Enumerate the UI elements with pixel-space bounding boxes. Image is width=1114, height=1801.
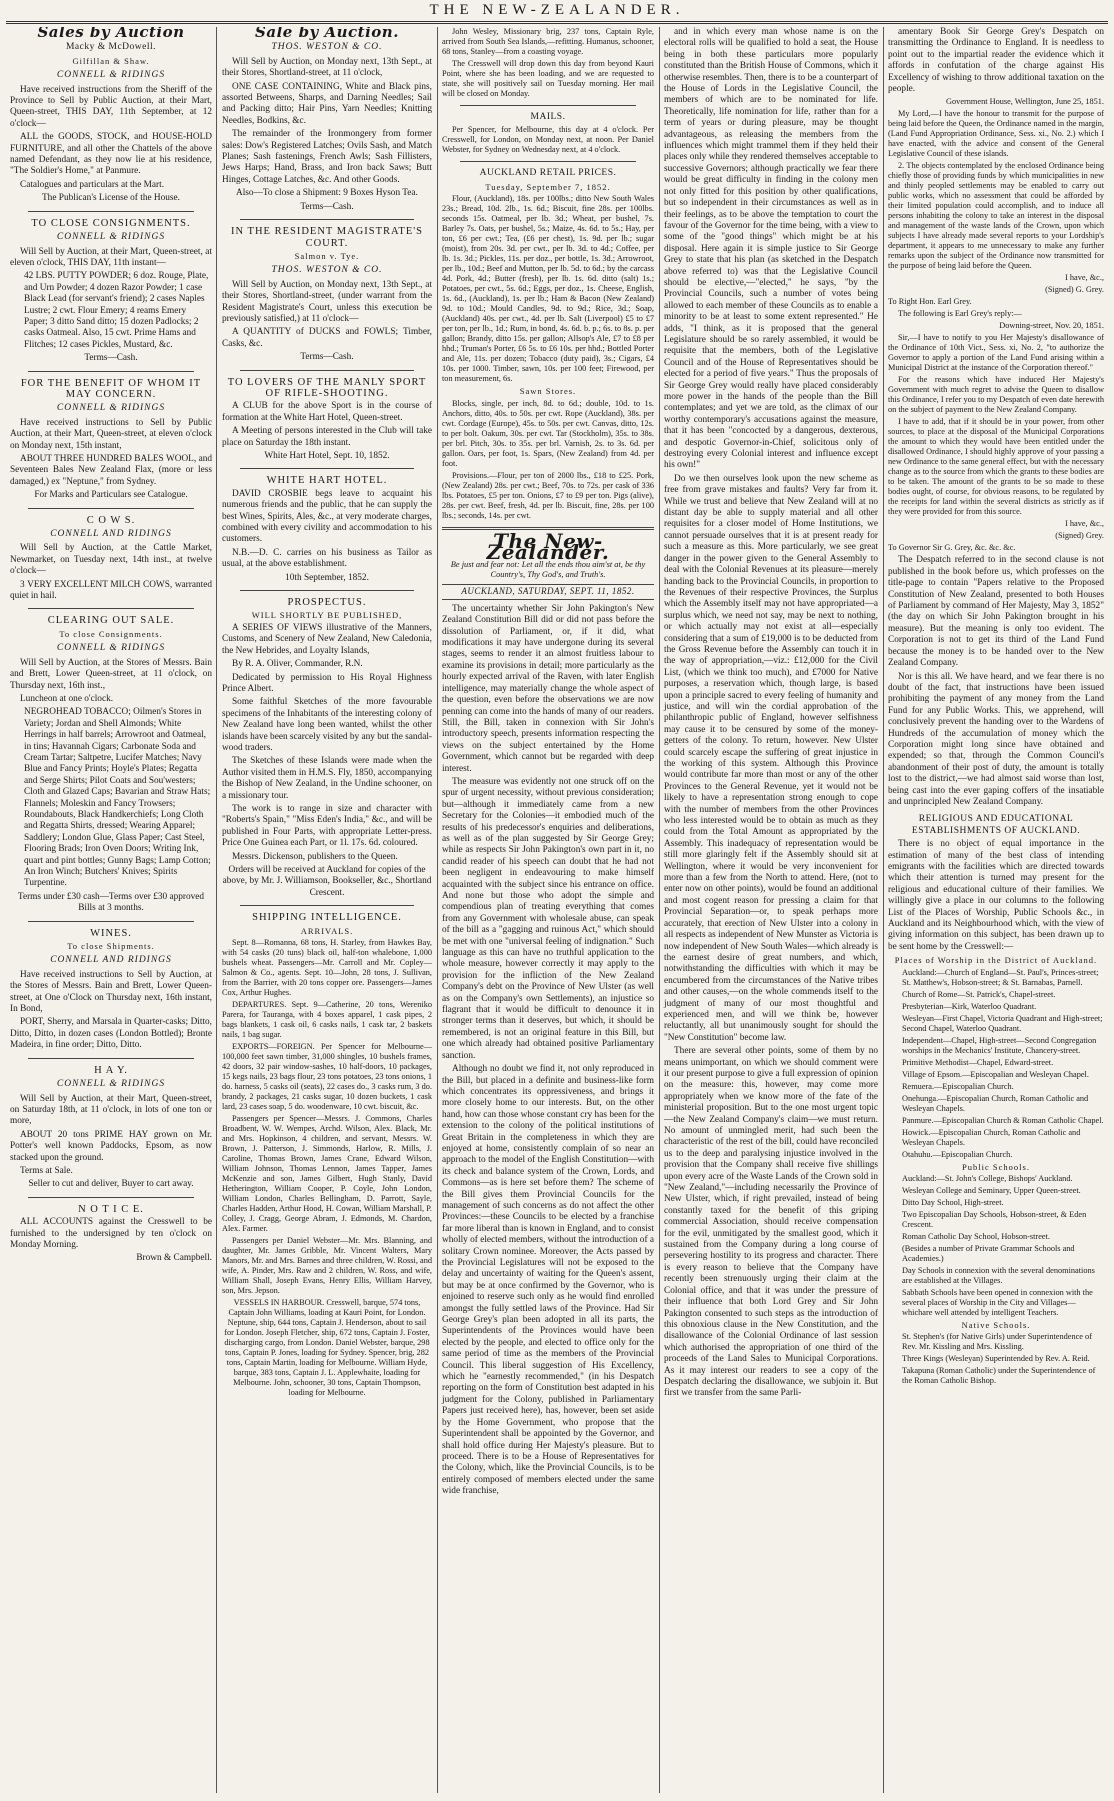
separator bbox=[28, 921, 194, 922]
ad-body: A Meeting of persons interested in the Club will take place on Saturday the 18th instant. bbox=[222, 426, 432, 448]
ad-body: Passengers per Daniel Webster—Mr. Mrs. Blanning, and daughter, Mr. James Gribble, Mr. Vincent Walters, Mary Manors, Mr. and Mrs. Barnes and three children, W. Rossi, and wife, A. Pinder, Mrs. Raw and 2 children, W. Ross, and wife, William Shall, Joseph Evans, Henry Ellis, William Harvey, son, Mrs. Jepson. bbox=[222, 1236, 432, 1296]
worship-item: Village of Epsom.—Episcopalian and Wesleyan Chapel. bbox=[902, 1069, 1089, 1079]
letter1-sign: (Signed) G. Grey. bbox=[1045, 285, 1104, 295]
letter-paragraph: 2. The objects contemplated by the enclosed Ordinance being chiefly those of providing funds by which municipalities in new and thinly peopled settlements may be enabled to carry out public works, which no assessment that could be afforded by their limited population could accomplish, and to induce all persons inhabiting the colony to take an interest in the disposal and management of the waste lands of the Crown, upon which subjects I have already made several reports to your Lordship's department, it appears to me unnecessary to make any further remarks upon the subject of the Ordinance now transmitted for the purpose of being laid before the Queen. bbox=[888, 161, 1104, 271]
letter2-heading: Downing-street, Nov. 20, 1851. bbox=[999, 321, 1104, 331]
ad-body: Will Sell by Auction, on Monday next, 13th Sept., at their Stores, Shortland-street, (under warrant from the Resident Magistrate's Court, unless this execution be previously satisfied,) at 11 o'clock— bbox=[222, 279, 432, 324]
ad-body: Dedicated by permission to His Royal Highness Prince Albert. bbox=[222, 672, 432, 694]
school-item: (Besides a number of Private Grammar Schools and Academies.) bbox=[902, 1244, 1075, 1264]
ad-body: ABOUT THREE HUNDRED BALES WOOL, and Seventeen Bales New Zealand Flax, (more or less damaged,) ex "Neptune," from Sydney. bbox=[10, 454, 212, 487]
ad-title: N O T I C E. bbox=[78, 1203, 144, 1215]
ad-body: A CLUB for the above Sport is in the course of formation at the White Hart Hotel, Queen-street. bbox=[222, 401, 432, 423]
ad-body: DAVID CROSBIE begs leave to acquaint his numerous friends and the public, that he can supply the best Wines, Spirits, Ales, &c., at very moderate charges, combined with every civility and accommodation to his customers. bbox=[222, 488, 432, 545]
advertisement bbox=[10, 378, 212, 502]
ad-title: TO LOVERS OF THE MANLY SPORT OF RIFLE-SHOOTING. bbox=[227, 376, 427, 399]
ad-footer: 10th September, 1852. bbox=[285, 572, 369, 583]
separator bbox=[240, 905, 414, 906]
ad-body: Will Sell by Auction, at their Mart, Queen-street, at eleven o'clock, THIS DAY, 11th instant— bbox=[10, 246, 212, 268]
ad-body: ABOUT 20 tons PRIME HAY grown on Mr. Potter's well known Paddocks, Epsom, as now stacked upon the ground. bbox=[10, 1129, 212, 1163]
worship-title: Places of Worship in the District of Auckland. bbox=[894, 955, 1098, 966]
worship-item: Presbyterian—Kirk, Waterloo Quadrant. bbox=[902, 1001, 1037, 1011]
prices-date: Tuesday, September 7, 1852. bbox=[485, 181, 611, 192]
ad-body: A SERIES OF VIEWS illustrative of the Manners, Customs, and Scenery of New Zealand, New Caledonia, the New Hebrides, and Loyalty Islands, bbox=[222, 622, 432, 656]
ad-body: Have received instructions to Sell by Public Auction, at their Mart, Queen-street, at eleven o'clock on Monday next, 15th instant, bbox=[10, 417, 212, 451]
prices-text: Flour, (Auckland), 18s. per 100lbs.; ditto New South Wales 23s.; Bread, 10d. 2lb., 1s. 6d.; Biscuit, fine 28s. per 100lbs. seconds 15s. Oatmeal, per lb. 3d.; Wheat, per bushel, 7s. Barley 7s. Oats, per bushel, 5s.; Maize, 4s. 6d. to 5s.; Hay, per ton, £6 per cwt.; Tea, (£6 per chest), 1s. 9d. per lb.; sugar (moist), from 20s. 3d. per cwt., per lb. 3d. to 4d.; Coffee, per lb. 1s. 3d.; Pickles, 11s. per doz., per bottle, 1s. 3d.; Arrowroot, per lb., 10d.; Beef and Mutton, per lb. 5d. to 6d.; by the carcass 4d. Pork, 4d.; Butter (fresh), per lb. 1s. 6d. ditto (salt) 1s.; Potatoes, per cwt., 5s. 6d.; Eggs, per doz., 1s. Cheese, English, 1s. 6d., (Auckland), 1s. per lb.; Ham & Bacon (New Zealand) 9d. to 10d.; Mould Candles, 9d. to 9d.; Rice, 3d.; Soap, (Auckland) 40s. per cwt., 4d. per lb. Salt (Liverpool) £5 to £7 per ton, per lb., 1d.; Rum, in bond, 4s. 6d. b. p.; 6s. to 8s. p. per gallon; Brandy, ditto 15s. per gallon; Allsop's Ale, £7 to £8 per hhd.; Truman's Porter, £6 5s. to £6 10s. per hhd.; Bottled Porter and Ale, 11s. per dozen; Tobacco (duty paid), 3s.; Cigars, £4 10s. per 1000. Timber, sawn, 10s. per 100 feet; Firewood, per ton measurement, 6s. bbox=[442, 194, 654, 384]
ad-body: DEPARTURES. Sept. 9—Catherine, 20 tons, Wereniko Parera, for Tauranga, with 4 boxes apparel, 1 cask pipes, 2 bags blankets, 1 cask oil, 6 casks nails, 1 cask tar, 2 baskets nails, 1 bag sugar. bbox=[222, 1000, 432, 1040]
advertisement bbox=[222, 377, 432, 463]
ad-signature: Brown & Campbell. bbox=[136, 1253, 212, 1264]
ad-body: By R. A. Oliver, Commander, R.N. bbox=[232, 659, 363, 670]
ad-body: N.B.—D. C. carries on his business as Tailor as usual, at the above establishment. bbox=[222, 547, 432, 570]
ad-body: Luncheon at one o'clock. bbox=[20, 693, 114, 704]
school-item: Roman Catholic Day School, Hobson-street. bbox=[902, 1232, 1050, 1242]
advertisement bbox=[222, 597, 432, 899]
masthead-rule bbox=[6, 21, 1108, 24]
separator bbox=[240, 590, 414, 591]
native-school-item: Takapuna (Roman Catholic) under the Superintendence of the Roman Catholic Bishop. bbox=[902, 1366, 1096, 1386]
worship-item: Remuera.—Episcopalian Church. bbox=[902, 1081, 1014, 1091]
separator bbox=[28, 211, 194, 212]
advertisement bbox=[222, 475, 432, 584]
letter2-sign: (Signed) Grey. bbox=[1055, 531, 1104, 541]
ad-subtitle: WILL SHORTLY BE PUBLISHED, bbox=[251, 610, 403, 621]
ad-auctioneer: THOS. WESTON & CO. bbox=[271, 265, 383, 276]
reply-intro: The following is Earl Grey's reply:— bbox=[898, 309, 1022, 319]
ad-body: ONE CASE CONTAINING, White and Black pins, assorted Betweens, Sharps, and Darning Needles; Sail and Packing ditto; Hair Pins, Yarn Needles; Knitting Needles, Bodkins, &c. bbox=[222, 81, 432, 126]
ad-body: Passengers per Spencer—Messrs. J. Commons, Charles Broadbent, W. W. Wempes, Archd. Wilson, Alex. Black, Mr. and Mrs. Hopkinson, 4 children, and servant, Messrs. W. Brown, J. Patterson, J. Simmonds, Harlow, R. Mills, J. Caroline, Thomas Brown, James Crane, Edward Wilson, William Johnson, Thomas Lennon, James Tapper, James McKenzie and son, James Gilbert, Hugh Stanly, David Hetherington, William Cooper, P. Coyle, John London, William London, Charles Bellingham, D. Parrott, Sayle, Charles Hadden, Arthur Hood, H. Cowan, William Marshall, P. Colley, J. Cragg, George Abram, J. Edmonds, M. Chardon, Alex. Farmer. bbox=[222, 1114, 432, 1234]
religious-intro: There is no object of equal importance in the estimation of many of the best class of intending emigrants with the facilities which are directed towards which their attention is turned may present for the religious and educational culture of their families. We willingly give a place in our columns to the following List of the Places of Worship, Public Schools &c., in Auckland and its Neighbourhood which, with the view of giving information on this subject, has been drawn up to be sent home by the Cresswell:— bbox=[888, 839, 1104, 952]
column-5 bbox=[884, 27, 1108, 1793]
advertisement bbox=[222, 226, 432, 363]
ad-body: Some faithful Sketches of the more favourable specimens of the Inhabitants of the interesting colony of New Zealand have long been wanted, whilst the other islands have been scarcely visited by any but the sandal-wood traders. bbox=[222, 697, 432, 753]
worship-item: Auckland:—Church of England—St. Paul's, Princes-street; St. Matthew's, Hobson-street; & St. Barnabas, Parnell. bbox=[902, 967, 1099, 987]
ad-body: Will Sell by Auction, at the Cattle Market, Newmarket, on Tuesday next, 14th inst., at twelve o'clock— bbox=[10, 543, 212, 577]
letter-paragraph: Sir,—I have to notify to you Her Majesty's disallowance of the Ordinance of 10th Vict., Sess. xi, No. 2, "to authorize the Governor to apply a portion of the Land Fund arising within a Municipal District at the instance of the Corporation thereof." bbox=[888, 333, 1104, 373]
ad-title: C O W S. bbox=[86, 514, 136, 526]
ad-title: CLEARING OUT SALE. bbox=[47, 615, 175, 627]
masthead: THE NEW-ZEALANDER. bbox=[429, 2, 685, 18]
advertisement bbox=[10, 218, 212, 365]
ad-body: Terms at Sale. bbox=[20, 1165, 73, 1176]
section-heading: Sale by Auction. bbox=[255, 27, 399, 41]
ad-body: Messrs. Dickenson, publishers to the Queen. bbox=[232, 851, 398, 862]
separator bbox=[240, 219, 414, 220]
ad-body: Will Sell by Auction, on Monday next, 13th Sept., at their Stores, Shortland-street, at 11 o'clock, bbox=[222, 56, 432, 79]
column-divider bbox=[216, 27, 217, 1793]
prices-title: AUCKLAND RETAIL PRICES. bbox=[479, 168, 617, 179]
separator bbox=[28, 508, 194, 509]
ad-body: Have received instructions to Sell by Auction, at the Stores of Messrs. Bain and Brett, Lower Queen-street, at One o'Clock on Thursday next, 16th instant, In Bond, bbox=[10, 969, 212, 1015]
school-item: Wesleyan College and Seminary, Upper Queen-street. bbox=[902, 1186, 1081, 1196]
separator bbox=[240, 468, 414, 469]
ad-body: The Sketches of these Islands were made when the Author visited them in H.M.S. Fly, 1850, accompanying the Bishop of New Zealand, in the Undine schooner, on a missionary tour. bbox=[222, 756, 432, 801]
ad-body: Have received instructions from the Sheriff of the Province to Sell by Public Auction, at their Mart, Queen-street, THIS DAY, 11th September, at 12 o'clock— bbox=[10, 84, 212, 129]
ad-subtitle: ARRIVALS. bbox=[300, 925, 354, 936]
advertisement bbox=[10, 1065, 212, 1191]
ad-body: 3 VERY EXCELLENT MILCH COWS, warranted quiet in hail. bbox=[10, 579, 212, 602]
ad-footer: For Marks and Particulars see Catalogue. bbox=[34, 490, 188, 501]
column-2 bbox=[218, 27, 436, 1793]
worship-item: Onehunga.—Episcopalian Church, Roman Catholic and Wesleyan Chapels. bbox=[902, 1093, 1089, 1113]
ad-title: H A Y. bbox=[94, 1064, 128, 1076]
ad-auctioneer-pre: Macky & McDowell. bbox=[65, 42, 157, 53]
column-1 bbox=[6, 27, 216, 1793]
ad-body: Catalogues and particulars at the Mart. bbox=[20, 179, 165, 190]
religious-title: RELIGIOUS AND EDUCATIONAL ESTABLISHMENTS OF AUCKLAND. bbox=[911, 814, 1081, 836]
ad-list: NEGROHEAD TOBACCO; Oilmen's Stores in Variety; Jordan and Shell Almonds; White Herrings in half barrels; Arrowroot and Oatmeal, in tins; Havannah Cigars; Carbonate Soda and Cream Tartar; Saltpetre, Lucifer Matches; Navy Blue and Fancy Prints; Hoyle's Plates; Regatta and Serge Shirts; Pilot Coats and Sou'westers; Cloth and Glazed Caps; Bavarian and Straw Hats; Flannels; Moleskin and Fancy Trowsers; Roundabouts, Black Handkerchiefs; Long Cloth and Regatta Shirts, dressed; Wearing Apparel; Saddlery; London Glue, Glass Paper; Cast Steel, Flooring Brads; Iron Oven Doors; Writing Ink, quart and pint bottles; Gunny Bags; Lamp Cotton; An Iron Winch; Butchers' Knives; Spirits Turpentine. bbox=[24, 707, 211, 889]
native-title: Native Schools. bbox=[961, 1320, 1031, 1331]
school-item: Auckland:—St. John's College, Bishops' Auckland. bbox=[902, 1174, 1073, 1184]
ad-title: FOR THE BENEFIT OF WHOM IT MAY CONCERN. bbox=[20, 377, 202, 400]
native-school-item: St. Stephen's (for Native Girls) under Superintendence of Rev. Mr. Kissling and Mrs. Kissling. bbox=[902, 1332, 1092, 1352]
ad-subtitle: To close Consignments. bbox=[59, 628, 163, 639]
schools-title: Public Schools. bbox=[962, 1161, 1030, 1172]
separator bbox=[460, 161, 636, 162]
ad-body: Will Sell by Auction, at their Mart, Queen-street, on Saturday 18th, at 11 o'clock, in lots of one ton or more, bbox=[10, 1093, 212, 1127]
native-school-item: Three Kings (Wesleyan) Superintended by Rev. A. Reid. bbox=[902, 1354, 1090, 1364]
school-item: Day Schools in connexion with the several denominations are established at the Villages. bbox=[902, 1266, 1095, 1286]
school-item: Sabbath Schools have been opened in connexion with the several places of Worship in the City and Villages—whichare well attended by intelligent Teachers. bbox=[902, 1288, 1093, 1318]
advertisement bbox=[10, 42, 212, 204]
cresswell-notice: The Cresswell will drop down this day from beyond Kauri Point, where she has been loading, and we are requested to state, she will positively sail on Tuesday morning. Her mail will be closed on Monday. bbox=[442, 59, 654, 98]
ad-footer: Orders will be received at Auckland for copies of the above, by Mr. J. Williamson, Bookseller, &c., Shortland Crescent. bbox=[222, 865, 432, 898]
editorial-paragraph: Do we then ourselves look upon the new scheme as free from grave mistakes and faults? Very far from it. While we trust and believe that New Zealand will at no distant day be able to supply material and all other requisites for a closer model of Home Institutions, we cannot persuade ourselves that it is at present ready for such a measure as this. More particularly, we see great danger in the power given to the General Assembly to deal with the Colonial Revenues at its pleasure—merely handing back to the Provincial Councils, in proportion to the Revenues of their respective Provinces, the Surplus which the Assembly itself may not have appropriated—a surplus which, we need not say, may be next to nothing, or which actually may not exist at all—especially considering that a sum of £19,000 is to be deducted from the Gross Revenue before the Assembly can touch it in the way of appropriation,—viz.: £12,000 for the Civil List, (which we think too much), and £7000 for Native purposes, a reservation which, though large, is based upon a principle sacred to every feeling of humanity and justice, and will win the cordial approbation of the philanthropic public of England, however selfishness may cause it to be censured by some of the money-getters of the colony. To return, however. New Ulster could scarcely escape the suffering of great injustice in the working of this system. Although this Province would contribute far more than most or any of the other Provinces to the General Revenue, yet it would not be likely to have a representation strong enough to cope with the number of members from the other Provinces who less interested would be to obtain as much as they could from the Total Amount as appropriated by the Assembly. This inadequacy of representation would be still more glaringly felt if the Assembly should sit at Wellington, where it would be very inconvenient for more than a few from the North to attend. Here, (not to enter now on other points), would be found an additional and most cogent reason for pressing a claim for that Provincial Separation—or, to speak perhaps more accurately, that erection of New Ulster into a colony in all respects as independent of New Munster as Victoria is now independent of New South Wales—which already is the earnest desire of great numbers, and which, notwithstanding the difficulties with which it may be encumbered from the circumstances of the Native tribes and other causes,—on the whole commends itself to the judgment of many of our most thoughtful and experienced men, and will we think be, however reluctantly, all but unanimously sought for should the "New Constitution" become law. bbox=[664, 473, 878, 1043]
ad-terms: Terms—Cash. bbox=[84, 353, 138, 364]
advertisement bbox=[10, 515, 212, 603]
ad-footer: White Hart Hotel, Sept. 10, 1852. bbox=[264, 451, 390, 461]
section-heading: Sales by Auction bbox=[37, 27, 185, 41]
ad-body: ALL ACCOUNTS against the Cresswell to be furnished to the undersigned by ten o'clock on Monday Morning. bbox=[10, 1217, 212, 1250]
separator bbox=[460, 105, 636, 106]
letter2-to: To Governor Sir G. Grey, &c. &c. &c. bbox=[888, 543, 1016, 553]
worship-item: Independent—Chapel, High-street—Second Congregation worships in the Mechanics' Institute, Chancery-street. bbox=[902, 1035, 1097, 1055]
ad-title: WHITE HART HOTEL. bbox=[266, 475, 388, 487]
ad-body: PORT, Sherry, and Marsala in Quarter-casks; Ditto, Ditto, Ditto, in dozen cases (London Bottled); Bronte Madeira, in fine order; Ditto, Ditto. bbox=[10, 1017, 212, 1051]
ad-body: Sept. 8—Romanna, 68 tons, H. Starley, from Hawkes Bay, with 54 casks (20 tuns) black oil, half-ton whalebone, 1,000 bushels wheat. Passengers—Mr. Carroll and Mr. Copley—Salmon & Co., agents. Sept. 10—John, 28 tons, J. Sullivan, from the Barrier, with 20 tons copper ore. Passengers—James Cox, Arthur Hughes. bbox=[222, 938, 432, 998]
ad-body: The work is to range in size and character with "Roberts's Spain," "Miss Eden's India," &c., and will be published in Four Parts, with appropriate Letter-press. Price One Guinea each Part, or 1l. 17s. 6d. coloured. bbox=[222, 803, 432, 849]
ad-body: ALL the GOODS, STOCK, and HOUSE-HOLD FURNITURE, and all other the Chattels of the above named Defendant, as they now lie at his residence, "The Soldier's Home," at Panmure. bbox=[10, 132, 212, 177]
worship-item: Primitive Methodist—Chapel, Edward-street. bbox=[902, 1057, 1054, 1067]
letter2-close: I have, &c., bbox=[1065, 519, 1104, 529]
ad-auctioneer: CONNELL AND RIDINGS bbox=[50, 955, 172, 966]
separator bbox=[28, 608, 194, 609]
school-item: Two Episcopalian Day Schools, Hobson-street, & Eden Crescent. bbox=[902, 1210, 1087, 1230]
shipping-lead: John Wesley, Missionary brig, 237 tons, Captain Ryle, arrived from South Sea Islands,—refitting. Humanus, schooner, 68 tons, Stanley—from a coasting voyage. bbox=[442, 27, 654, 56]
ad-subtitle: Gilfillan & Shaw. bbox=[72, 55, 150, 66]
editorial-paragraph: The uncertainty whether Sir John Pakington's New Zealand Constitution Bill did or did not pass before the dissolution of Parliament, or, if it did, what modifications it may have undergone during its several stages, seems to render it an almost fruitless labour to examine its provisions in detail; more particularly as the hourly expected arrival of the Raven, with later English intelligence, may materially change the whole aspect of the question, even before the observations we are now penning can come into the hands of many of our readers. Still, the Bill, taken in connexion with Sir John's introductory speech, presents information respecting the views on the subject entertained by the Home Government, which cannot but be regarded with deep interest. bbox=[442, 603, 654, 774]
worship-item: Howick.—Episcopalian Church, Roman Catholic and Wesleyan Chapels. bbox=[902, 1127, 1081, 1147]
ad-auctioneer: CONNELL & RIDINGS bbox=[56, 70, 166, 81]
ad-terms: Terms—Cash. bbox=[300, 201, 354, 212]
letter-paragraph: For the reasons which have induced Her Majesty's Government with much regret to advise the Queen to disallow this Ordinance, I refer you to my Despatch of even date herewith on the subject of payment to the New Zealand Company. bbox=[888, 375, 1104, 415]
column-4 bbox=[660, 27, 882, 1793]
ad-body: The remainder of the Ironmongery from former sales: Dow's Registered Latches; Ovils Sash, and Match Planes; Sash fastenings, French Awls; Sash Fillisters, Jews Harps; Hand, Brass, and Iron back Saws; Butt Hinges, Cottage Latches, &c. And other Goods. bbox=[222, 129, 432, 185]
ad-body: A QUANTITY of DUCKS and FOWLS; Timber, Casks, &c. bbox=[222, 327, 432, 349]
separator bbox=[240, 370, 414, 371]
ad-auctioneer: CONNELL & RIDINGS bbox=[56, 643, 166, 654]
provisions-text: Provisions.—Flour, per ton of 2000 lbs., £18 to £25. Pork, (New Zealand) 28s. per cwt.; Beef, 70s. to 72s. per cask of 336 lbs. Potatoes, £5 per ton. Onions, £7 to £9 per ton. Pigs (alive), 28s. per cwt. Beef, fresh, 4d. per lb. Biscuit, fine, 28s. per 100 lbs.; seconds, 14s. per cwt. bbox=[442, 470, 654, 520]
editorial-paragraph: The measure was evidently not one struck off on the spur of urgent necessity, without previous consideration; but—although it immediately came from a new Secretary for the Colonies—it embodied much of the results of his predecessor's enquiries and deliberations, as well as of the plan suggested by Sir George Grey; while as respects Sir John Pakington's own part in it, no candid reader of his speech can doubt that he had not been negligent in endeavouring to make himself acquainted with the subject since his entrance on office. And none but those who adopt the simple and compendious plan of treating everything that comes from any Government with wholesale abuse, can speak of the bill as a "gagging and ruinous Act," which should be met with one "universal feeling of indignation." Such language as this can have no truthful application to the whole measure, however correctly it may apply to the provision for the infliction of the New Zealand Company's debt on the Province of New Ulster (as well as on the Company's own Settlements), an injustice so flagrant that it would be difficult to denounce it in stronger terms than it deserves, but which, it should be remembered, is not an original feature in this Bill, but one which already had obtained positive Parliamentary sanction. bbox=[442, 776, 654, 1061]
editorial-paragraph: Nor is this all. We have heard, and we fear there is no doubt of the fact, that instructions have been issued prohibiting the payment of any money from the Land Fund for any Public Works. This, we apprehend, will conclusively prevent the handing over to the Wardens of Hundreds of the accumulation of money which the Corporation might long since have obtained and expended; so that, through the Common Council's abandonment of their post of duty, the amount is totally lost to the district,—we had almost said worse than lost, being cast into the ever gaping coffers of the insatiable and unprincipled New Zealand Company. bbox=[888, 671, 1104, 807]
ad-footer: The Publican's License of the House. bbox=[42, 193, 180, 204]
letter1-heading: Government House, Wellington, June 25, 1851. bbox=[946, 97, 1104, 107]
editorial-paragraph: amentary Book Sir George Grey's Despatch on transmitting the Ordinance to England. It is needless to point out to the impartial reader the evidence which it affords in confutation of the charge against His Excellency of wishing to throw additional taxation on the people. bbox=[888, 27, 1104, 95]
editorial-paragraph: The Despatch referred to in the second clause is not published in the book before us, which professes on the title-page to contain "Papers relative to the Proposed Constitution of New Zealand, presented to both Houses of Parliament by command of Her Majesty, May 3, 1852" (the day on which Sir John Pakington brought in his measure). But the meaning is only too evident. The Corporation is not to get its third of the Land Fund because the money is to be handed over to the New Zealand Company. bbox=[888, 555, 1104, 669]
column-3 bbox=[438, 27, 658, 1793]
paper-motto: Be just and fear not: Let all the ends thou aim'st at, be thy Country's, Thy God's, and Truth's. bbox=[450, 560, 646, 580]
ad-auctioneer: CONNELL & RIDINGS bbox=[56, 403, 166, 414]
stores-title: Sawn Stores. bbox=[519, 386, 577, 397]
advertisement bbox=[222, 912, 432, 1398]
ad-footer: Seller to cut and deliver, Buyer to cart away. bbox=[28, 1179, 194, 1190]
ad-body: Will Sell by Auction, at the Stores of Messrs. Bain and Brett, Lower Queen-street, at 11 o'clock, on Thursday next, 16th inst., bbox=[10, 657, 212, 691]
separator bbox=[28, 1058, 194, 1059]
letter1-close: I have, &c., bbox=[1065, 273, 1104, 283]
stores-text: Blocks, single, per inch, 8d. to 6d.; double, 10d. to 1s. Anchors, ditto, 40s. to 50s. per cwt. Rope (Auckland), 38s. per cwt. Cordage (Europe), 45s. to 50s. per cwt. Canvas, ditto, 12s. to per bolt. Oakum, 30s. per cwt. Tar (Stockholm), 35s. to 38s. per brl. Pitch, 30s. to 35s. per brl. Varnish, 2s. to 3s. 6d. per gallon. Oars, per foot, 1s. Spars, (New Zealand) from 4d. per foot. bbox=[442, 398, 654, 468]
school-item: Ditto Day School, High-street. bbox=[902, 1198, 1004, 1208]
ad-subtitle: To close Shipments. bbox=[67, 941, 155, 952]
editorial-paragraph: and in which every man whose name is on the electoral rolls will be qualified to hold a seat, the House being in both these particulars more popularly constituted than the British House of Commons, which it otherwise resembles. Then, there is to be a counterpart of the House of Lords in the Legislative Council, the members of which are to be nominated for life. Theoretically, life nomination for life, rather than for a term of years or during pleasure, may be thought advantageous, as releasing the members from the influences which might trammel them if they held their places only while they rendered themselves acceptable to successive Governors; although practically we fear there would be great difficulty in finding in the colony men not only fitted for this position by other qualifications, but so independent in their circumstances as well as in their feelings, as to be above the temptation to court the favour of the Governor for the time being, with a view to some of the "good things" which might be at his disposal. Here again it is simple justice to Sir George Grey to state that his plan (as sketched in the Despatch above referred to) was that the Legislative Council should be elective,—"elected," he says, "by the Provincial Councils, such a number of votes being allowed to each member of these Councils as to enable a minority to be at least to some extent represented." He adds, "I think, as it is proposed that the general Legislature should be so rarely assembled, it would be requisite that the members, both of the Legislative Council and of the House of Representatives should be elected for a period of five years." Thus the proposals of Sir George Grey would really have placed considerably more power in the hands of the people than the Bill contemplates; and yet we are told, as the climax of our worthy contemporary's accusations against the measure, that it has been "concocted by a dangerous, dexterous, and despotic Governor-in-Chief, solicitous only of destroying every Colonial interest and influence except his own!" bbox=[664, 27, 878, 471]
letter1-to: To Right Hon. Earl Grey. bbox=[888, 297, 972, 307]
ad-auctioneer: THOS. WESTON & CO. bbox=[271, 42, 383, 53]
advertisement bbox=[10, 1204, 212, 1265]
ad-subtitle: Salmon v. Tye. bbox=[294, 250, 360, 261]
ad-title: TO CLOSE CONSIGNMENTS. bbox=[31, 217, 191, 229]
ad-footer: VESSELS IN HARBOUR. Cresswell, barque, 574 tons, Captain John Williams, loading at Kauri Point, for London. Neptune, ship, 644 tons, Captain J. Henderson, about to sail for London. Joseph Fletcher, ship, 672 tons, Captain J. Foster, discharging cargo, from London. Daniel Webster, barque, 298 tons, Captain P. Jones, loading for Sydney. Spencer, brig, 282 tons, Captain Martin, loading for Melbourne. William Hyde, barque, 383 tons, Captain J. L. Applewhaite, loading for Melbourne. John, schooner, 30 tons, Captain Thompson, loading for Melbourne. bbox=[224, 1298, 430, 1398]
ad-auctioneer: CONNELL & RIDINGS bbox=[56, 1079, 166, 1090]
paper-title: The New-Zealander. bbox=[486, 528, 610, 565]
advertisement bbox=[222, 42, 432, 213]
letter-paragraph: My Lord,—I have the honour to transmit for the purpose of being laid before the Queen, the Ordinance named in the margin, (Land Fund Appropriation Ordinance, Sess. xi., No. 2.) which I have enacted, with the advice and consent of the General Legislative Council of these islands. bbox=[888, 109, 1104, 159]
advertisement bbox=[10, 928, 212, 1052]
ad-list: 42 LBS. PUTTY POWDER; 6 doz. Rouge, Plate, and Urn Powder; 4 dozen Razor Powder; 1 case Black Lead (for servant's friend); 2 cases Naples Lustre; 2 cwt. Flour Emery; 4 reams Emery Paper; 3 ditto Sand ditto; 15 dozen Padlocks; 2 casks Oatmeal. Also, 15 cwt. Prime Hams and Flitches; 12 cases Pickles, Mustard, &c. bbox=[24, 271, 209, 350]
ad-auctioneer: CONNELL & RIDINGS bbox=[56, 232, 166, 243]
separator bbox=[28, 371, 194, 372]
ad-body: EXPORTS—FOREIGN. Per Spencer for Melbourne—100,000 feet sawn timber, 31,000 shingles, 10 bushels frames, 42 doors, 32 pair window-sashes, 10 half-doors, 10 packages, 15 kegs nails, 23 bags flour, 23 tons potatoes, 23 tons onions, 1 do. harness, 5 casks oil (seats), 22 cases do., 3 casks rum, 3 do. brandy, 2 packages, 21 casks sugar, 10 dozen buckets, 1 cask lard, 23 cases soap, 5 do. woodenware, 10 cwt. biscuit, &c. bbox=[222, 1042, 432, 1112]
dateline: AUCKLAND, SATURDAY, SEPT. 11, 1852. bbox=[442, 584, 654, 599]
ad-title: IN THE RESIDENT MAGISTRATE'S COURT. bbox=[231, 226, 423, 249]
separator bbox=[28, 1197, 194, 1198]
ad-terms: Terms under £30 cash—Terms over £30 approved Bills at 3 months. bbox=[17, 891, 205, 914]
worship-item: Wesleyan—First Chapel, Victoria Quadrant and High-street; Second Chapel, Waterloo Quadrant. bbox=[902, 1013, 1103, 1033]
ad-auctioneer: CONNELL AND RIDINGS bbox=[50, 529, 172, 540]
mails-text: Per Spencer, for Melbourne, this day at 4 o'clock. Per Cresswell, for London, on Monday next, at noon. Per Daniel Webster, for Sydney on Wednesday next, at 4 o'clock. bbox=[442, 125, 654, 155]
mails-title: MAILS. bbox=[530, 112, 566, 122]
worship-item: Church of Rome—St. Patrick's, Chapel-street. bbox=[902, 989, 1056, 999]
worship-item: Otahuhu.—Episcopalian Church. bbox=[902, 1149, 1013, 1159]
advertisement bbox=[10, 615, 212, 914]
editorial-paragraph: Although no doubt we find it, not only reproduced in the Bill, but placed in a definite and business-like form which concentrates its oppressiveness, and brings it more closely home to our interests. But, on the other hand, how can those whose constant cry has been for the extension to the colony of the political institutions of Great Britain in the completeness in which they are enjoyed at home, consistently complain of so near an approach to the model of the English Constitution—with its check and balance system of the Crown, Lords, and Commons—as is here set before them? The scheme of the Bill gives them Provincial Councils for the management of such concerns as do not affect the other Provinces:—these Councils to be elected by a franchise far more liberal than is known in England, and to consist wholly of elected members, without the introduction of a solitary Crown nominee. Moreover, the Acts passed by the Provincial Legislatures will not be exposed to the delay and uncertainty of waiting for the Queen's assent, but may be at once confirmed by the Governor, who is enjoined to reserve such only as he would find enrolled amongst the fully settled laws of the Province. Had Sir George Grey's plan been adopted in all its parts, the Superintendents of the Provinces would have been elected by the people, and elected to office only for the same period of time as the members of the Provincial Council. This liberal suggestion of His Excellency, which he "earnestly recommended," (in his Despatch reporting on the form of Constitution best adapted in his judgment for the Colony, published in Parliamentary Papers just received here), has, however, been set aside by the Home Government, who propose that the Superintendent shall be appointed by the Governor, and shall hold office during Her Majesty's pleasure. But to proceed. There is to be a House of Representatives for the Colony, which, like the Provincial Councils, is to be entirely composed of members elected under the same wide franchise, bbox=[442, 1064, 654, 1497]
ad-title: PROSPECTUS. bbox=[287, 597, 367, 609]
worship-item: Panmure.—Episcopalian Church & Roman Catholic Chapel. bbox=[902, 1115, 1104, 1125]
ad-terms: Terms—Cash. bbox=[300, 352, 354, 363]
ad-title: SHIPPING INTELLIGENCE. bbox=[252, 912, 402, 924]
letter-paragraph: I have to add, that if it should be in your power, from other sources, to place at the disposal of the Municipal Corporations the amount to which they would have been entitled under the disallowed Ordinance, I should highly approve of your passing a new Ordinance to the same general effect, but with the necessary change as to the source from which the grants to these bodies are to be taken. The amount of the grants to be so made to these bodies ought, of course, for obvious reasons, to be regulated by the receipts for land within the several districts as strictly as if they were provided for from this source. bbox=[888, 417, 1104, 517]
ad-list: Also—To close a Shipment: 9 Boxes Hyson Tea. bbox=[236, 188, 418, 199]
ad-title: WINES. bbox=[90, 927, 132, 939]
editorial-paragraph: There are several other points, some of them by no means unimportant, on which we should comment were it our present purpose to give a full expression of opinion on the measure: this, however, may come more appropriately when we know more of the fate of the ministerial proposition. But to the one most urgent topic—the New Zealand Company's claim—we must return. No amount of unmingled merit, had such been the characteristic of the rest of the bill, could have reconciled us to the deep and paralysing injustice involved in the provision that the Company shall receive five shillings upon every acre of the Waste Lands of the Crown sold in "New Zealand,"—including necessarily the Province of New Ulster, which, if right prevailed, instead of being constantly taxed for the benefit of this griping commercial Association, should receive compensation for the evil, unmitigated by the smallest good, which it sustained from the Company during a long course of persevering hostility to its progress and character. There is every reason to believe that the Company have recently been strenuously urging their claim at the Colonial office, and that it was under the pressure of their influence that both Lord Grey and Sir John Pakington consented to such steps as the introduction of this obnoxious clause in the New Constitution, and the disallowance of the Colonial Ordinance of last session which authorised the appropriation of one third of the proceeds of the Land Sales to Municipal Corporations. As it may interest our readers to see a copy of the Despatch declaring the disallowance, we subjoin it. But first we transfer from the same Parli- bbox=[664, 1046, 878, 1399]
